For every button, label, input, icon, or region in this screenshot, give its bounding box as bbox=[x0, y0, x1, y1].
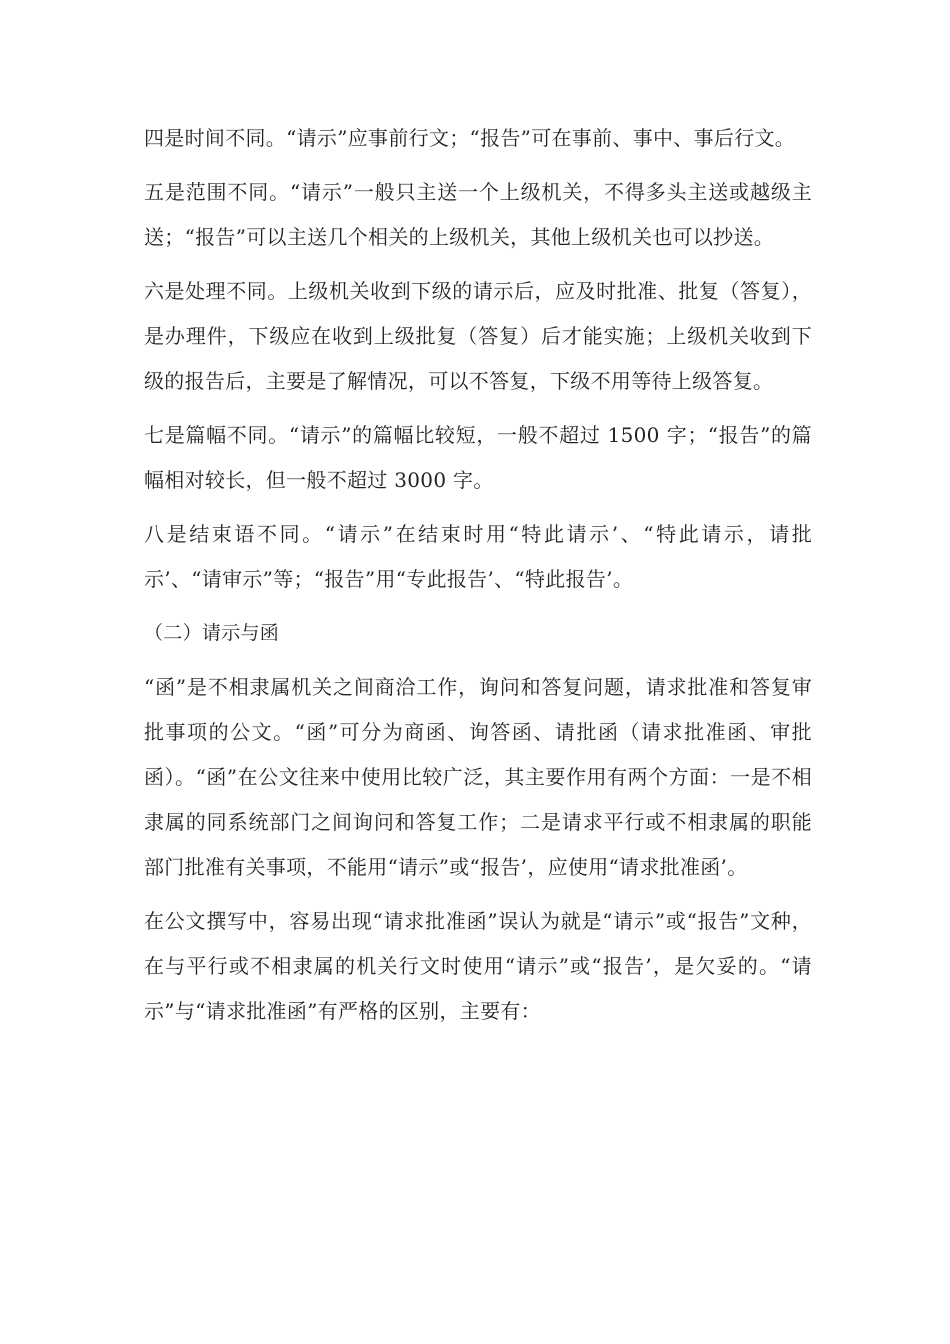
section-heading: （二）请示与函 bbox=[144, 622, 280, 644]
paragraph-time-difference: 四是时间不同。“请示”应事前行文；“报告”可在事前、事中、事后行文。 bbox=[144, 126, 796, 150]
paragraph-length-difference: 七是篇幅不同。“请示”的篇幅比较短，一般不超过 1500 字；“报告”的篇幅相对较长，但一般不超过 3000 字。 bbox=[144, 423, 812, 492]
paragraph-handling-difference: 六是处理不同。上级机关收到下级的请示后，应及时批准、批复（答复），是办理件，下级应在收到上级批复（答复）后才能实施；上级机关收到下级的报告后，主要是了解情况，可以不答复，下级不用等待上级答复。 bbox=[144, 279, 812, 393]
document-body bbox=[144, 116, 812, 1043]
paragraph-letter-vs-request: 在公文撰写中，容易出现“请求批准函”误认为就是“请示”或“报告”文种，在与平行或不相隶属的机关行文时使用“请示”或“报告’，是欠妥的。“请示”与“请求批准函”有严格的区别，主要有： bbox=[144, 909, 812, 1023]
paragraph-letter-definition: “函”是不相隶属机关之间商洽工作，询问和答复问题，请求批准和答复审批事项的公文。“函”可分为商函、询答函、请批函（请求批准函、审批函）。“函”在公文往来中使用比较广泛，其主要作用有两个方面：一是不相隶属的同系统部门之间询问和答复工作；二是请求平行或不相隶属的职能部门批准有关事项，不能用“请示”或“报告’，应使用“请求批准函’。 bbox=[144, 675, 812, 879]
paragraph-scope-difference: 五是范围不同。“请示”一般只主送一个上级机关，不得多头主送或越级主送；“报告”可以主送几个相关的上级机关，其他上级机关也可以抄送。 bbox=[144, 180, 812, 249]
paragraph-closing-difference: 八是结束语不同。“请示”在结束时用“特此请示’、“特此请示，请批示’、“请审示”等；“报告”用“专此报告’、“特此报告’。 bbox=[144, 522, 812, 591]
